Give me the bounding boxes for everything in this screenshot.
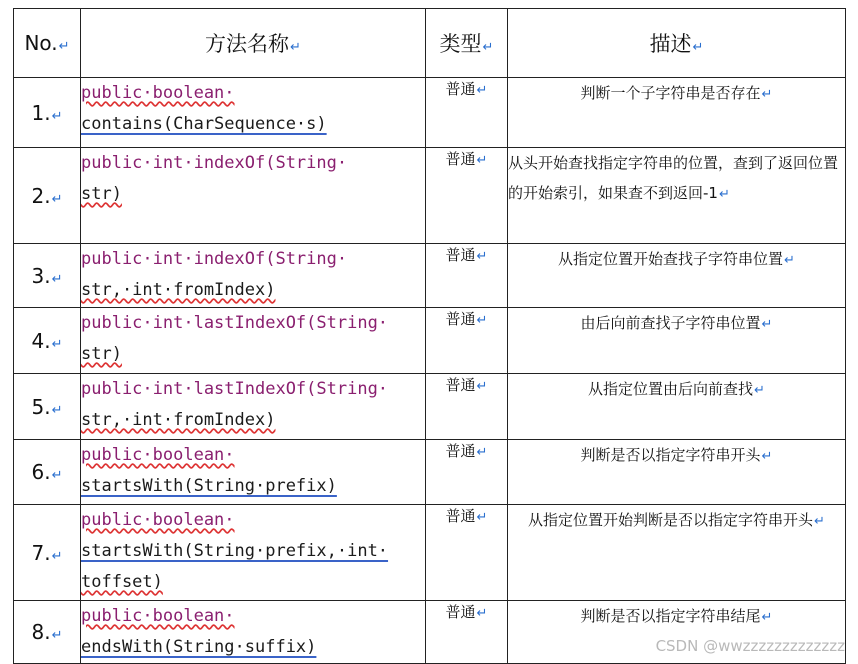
return-mark-icon: ↵ <box>476 83 488 98</box>
header-type <box>426 9 508 78</box>
table-row <box>14 78 846 148</box>
method-type: 普通↵ <box>426 244 508 308</box>
method-signature <box>81 374 426 440</box>
return-mark-icon: ↵ <box>476 510 488 525</box>
method-type: 普通↵ <box>426 440 508 505</box>
return-mark-icon: ↵ <box>51 271 63 287</box>
row-number: 2.↵ <box>14 148 81 244</box>
method-signature <box>81 148 426 244</box>
return-mark-icon: ↵ <box>476 445 488 460</box>
method-description: 判断是否以指定字符串结尾↵ <box>508 601 846 664</box>
return-mark-icon: ↵ <box>51 402 63 418</box>
method-signature <box>81 601 426 664</box>
method-description: 判断是否以指定字符串开头↵ <box>508 440 846 505</box>
header-desc <box>508 9 846 78</box>
signature-line: public·boolean· <box>81 510 235 530</box>
method-type: 普通↵ <box>426 505 508 601</box>
return-mark-icon: ↵ <box>58 39 70 54</box>
return-mark-icon: ↵ <box>290 40 301 55</box>
method-type: 普通↵ <box>426 308 508 374</box>
return-mark-icon: ↵ <box>761 87 773 102</box>
return-mark-icon: ↵ <box>482 40 494 55</box>
table-row <box>14 374 846 440</box>
return-mark-icon: ↵ <box>51 108 63 124</box>
method-description: 从指定位置由后向前查找↵ <box>508 374 846 440</box>
method-description: 判断一个子字符串是否存在↵ <box>508 78 846 148</box>
method-signature <box>81 78 426 148</box>
return-mark-icon: ↵ <box>761 449 773 464</box>
method-description: 从指定位置开始查找子字符串位置↵ <box>508 244 846 308</box>
signature-line: str) <box>81 344 122 364</box>
row-number: 7.↵ <box>14 505 81 601</box>
table-row <box>14 440 846 505</box>
method-type: 普通↵ <box>426 601 508 664</box>
row-number: 1.↵ <box>14 78 81 148</box>
header-row <box>14 9 846 78</box>
row-number: 5.↵ <box>14 374 81 440</box>
return-mark-icon: ↵ <box>476 606 488 621</box>
header-desc-label: 描述 <box>649 32 692 56</box>
signature-line: str,·int·fromIndex) <box>81 280 276 300</box>
row-number: 3.↵ <box>14 244 81 308</box>
table-row <box>14 148 846 244</box>
row-number: 8.↵ <box>14 601 81 664</box>
header-no-label: No. <box>24 31 58 55</box>
signature-line: contains(CharSequence·s) <box>81 114 327 134</box>
return-mark-icon: ↵ <box>51 468 63 483</box>
signature-line: public·int·indexOf(String· <box>81 249 348 269</box>
return-mark-icon: ↵ <box>761 317 773 332</box>
signature-line: public·int·lastIndexOf(String· <box>81 313 389 333</box>
method-description: 从指定位置开始判断是否以指定字符串开头↵ <box>508 505 846 601</box>
return-mark-icon: ↵ <box>476 153 488 168</box>
return-mark-icon: ↵ <box>476 313 488 328</box>
methods-table <box>13 8 846 664</box>
method-description: 从头开始查找指定字符串的位置，查到了返回位置的开始索引，如果查不到返回-1↵ <box>508 148 846 244</box>
signature-line: public·int·indexOf(String· <box>81 153 348 173</box>
return-mark-icon: ↵ <box>718 187 730 202</box>
signature-line: toffset) <box>81 572 163 592</box>
return-mark-icon: ↵ <box>761 610 773 625</box>
signature-line: startsWith(String·prefix) <box>81 476 337 496</box>
method-type: 普通↵ <box>426 148 508 244</box>
watermark: CSDN @wwzzzzzzzzzzzzz <box>655 637 845 655</box>
header-no <box>14 9 81 78</box>
return-mark-icon: ↵ <box>51 191 63 207</box>
method-signature <box>81 440 426 505</box>
signature-line: startsWith(String·prefix,·int· <box>81 541 389 561</box>
return-mark-icon: ↵ <box>754 383 765 398</box>
method-signature <box>81 308 426 374</box>
signature-line: endsWith(String·suffix) <box>81 637 317 657</box>
row-number: 6.↵ <box>14 440 81 505</box>
signature-line: public·int·lastIndexOf(String· <box>81 379 389 399</box>
return-mark-icon: ↵ <box>51 548 63 564</box>
return-mark-icon: ↵ <box>692 40 704 55</box>
return-mark-icon: ↵ <box>51 628 63 643</box>
table-row <box>14 505 846 601</box>
table-row <box>14 308 846 374</box>
row-number: 4.↵ <box>14 308 81 374</box>
method-type: 普通↵ <box>426 374 508 440</box>
return-mark-icon: ↵ <box>476 379 488 394</box>
header-type-label: 类型 <box>439 32 482 56</box>
signature-line: str) <box>81 184 122 204</box>
signature-line: str,·int·fromIndex) <box>81 410 276 430</box>
method-type: 普通↵ <box>426 78 508 148</box>
signature-line: public·boolean· <box>81 83 235 103</box>
return-mark-icon: ↵ <box>476 249 488 264</box>
header-name <box>81 9 426 78</box>
method-description: 由后向前查找子字符串位置↵ <box>508 308 846 374</box>
return-mark-icon: ↵ <box>784 253 795 268</box>
signature-line: public·boolean· <box>81 445 235 465</box>
table-row <box>14 244 846 308</box>
return-mark-icon: ↵ <box>51 336 63 352</box>
return-mark-icon: ↵ <box>814 514 825 529</box>
header-name-label: 方法名称 <box>205 32 290 56</box>
method-signature <box>81 244 426 308</box>
method-signature <box>81 505 426 601</box>
signature-line: public·boolean· <box>81 606 235 626</box>
